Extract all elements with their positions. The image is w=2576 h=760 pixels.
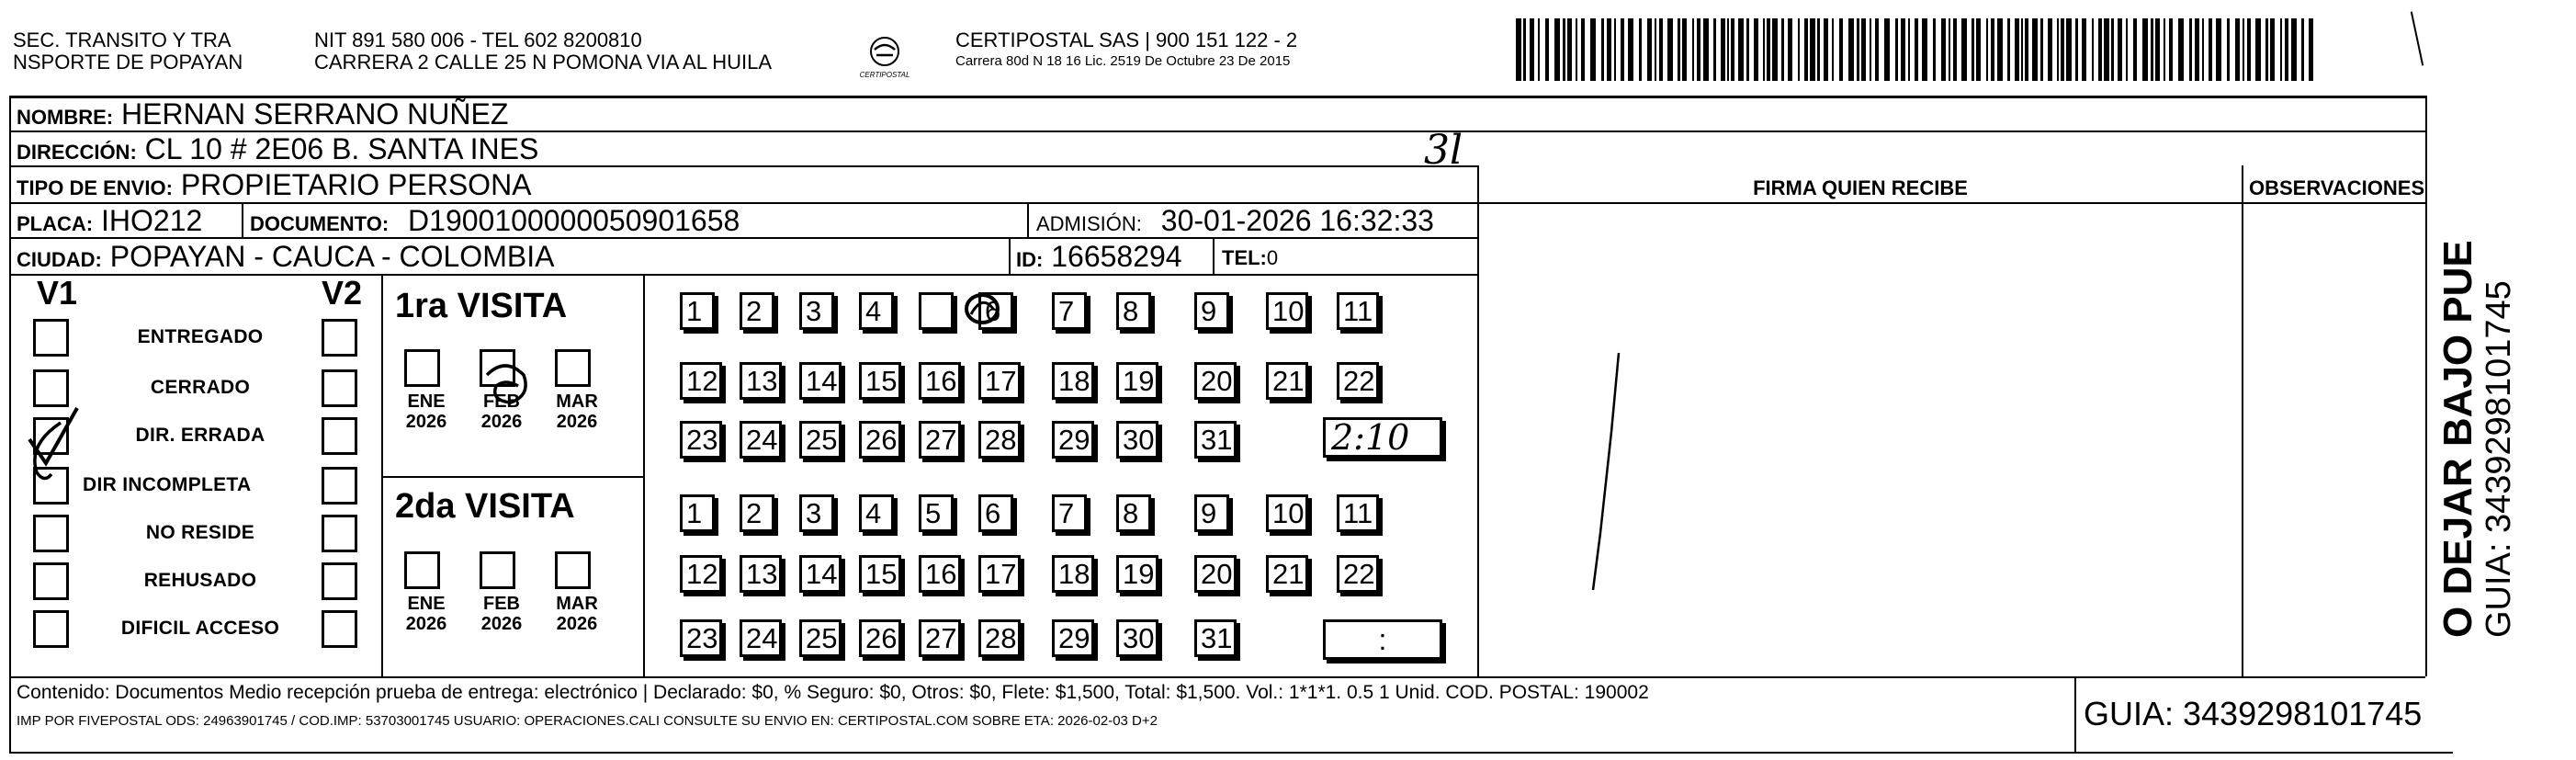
visit-2-day-box[interactable]: 19 <box>1116 555 1158 593</box>
visit-1-day-box[interactable]: 7 <box>1052 292 1087 330</box>
second-visit-title: 2da VISITA <box>395 487 575 526</box>
visit-1-day-box[interactable]: 10 <box>1266 292 1308 330</box>
visit-2-day-box[interactable]: 2 <box>740 494 774 532</box>
tel-cell <box>1222 242 1278 275</box>
visit-2-day-box[interactable]: 23 <box>680 619 722 657</box>
barcode-bar <box>1915 18 1918 81</box>
ciudad-cell <box>17 240 554 277</box>
visit-2-day-box[interactable]: 8 <box>1116 494 1151 532</box>
barcode-bar <box>1824 18 1828 81</box>
placa-label: PLACA: <box>17 212 94 235</box>
barcode-bar <box>1530 18 1534 81</box>
barcode-bar <box>1895 18 1898 81</box>
barcode-bar <box>1767 18 1770 81</box>
barcode-bar <box>1746 18 1749 81</box>
status-option-label: DIFICIL ACCESO <box>120 618 280 639</box>
direccion-value: CL 10 # 2E06 B. SANTA INES <box>144 132 539 165</box>
barcode-bar <box>1933 18 1936 81</box>
barcode-bar <box>1538 18 1540 81</box>
v2-label: V2 <box>322 274 363 312</box>
barcode-bar <box>1576 18 1577 81</box>
visit-2-day-box[interactable]: 24 <box>740 619 782 657</box>
visit-2-day-box[interactable]: 20 <box>1194 555 1237 593</box>
barcode-bar <box>1772 18 1778 81</box>
svg-text:CERTIPOSTAL: CERTIPOSTAL <box>859 71 910 79</box>
barcode-bar <box>1738 18 1744 81</box>
barcode-bar <box>1953 18 1957 81</box>
barcode-bar <box>1901 18 1905 81</box>
status-option-label: REHUSADO <box>143 570 257 591</box>
visit-month-label: ENE 2026 <box>405 594 447 634</box>
barcode-bar <box>2265 18 2268 81</box>
id-label: ID: <box>1016 248 1044 271</box>
barcode-bar <box>1655 18 1656 81</box>
barcode-bar <box>1839 18 1843 81</box>
v1-checkbox-0[interactable] <box>33 319 69 357</box>
visit-2-day-box[interactable]: 14 <box>799 555 842 593</box>
barcode-bar <box>1763 18 1765 81</box>
visit-1-day-box[interactable]: 26 <box>859 421 901 459</box>
visit-1-day-box[interactable]: 4 <box>859 292 894 330</box>
signature-stroke <box>1589 349 1626 597</box>
barcode-bar <box>2195 18 2199 81</box>
barcode-bar <box>1545 18 1549 81</box>
visit-2-month-checkbox[interactable] <box>555 551 591 589</box>
barcode-bar <box>1692 18 1694 81</box>
barcode-bar <box>2025 18 2028 81</box>
visit-2-day-box[interactable]: 25 <box>799 619 842 657</box>
barcode-bar <box>2169 18 2173 81</box>
visit-month-label: ENE 2026 <box>405 391 447 432</box>
barcode-bar <box>2189 18 2192 81</box>
visit-1-day-box[interactable]: 20 <box>1194 362 1237 400</box>
barcode-bar <box>1581 18 1585 81</box>
barcode-bar <box>2098 18 2102 81</box>
barcode-bar <box>1848 18 1854 81</box>
tel-value: 0 <box>1266 246 1279 269</box>
footer-print-line: IMP POR FIVEPOSTAL ODS: 24963901745 / COD.IMP: 53703001745 USUARIO: OPERACIONES.CALI CONSULTE SU ENVIO EN: CERTIPOSTAL.COM SOBRE ETA: 2026-02-03 D+2 <box>17 713 1158 729</box>
visit-2-day-box[interactable]: 4 <box>859 494 894 532</box>
nombre-row <box>17 97 508 134</box>
visit-1-day-box[interactable]: 28 <box>978 421 1021 459</box>
barcode-bar <box>1523 18 1526 81</box>
barcode-bar <box>1554 18 1560 81</box>
visit-1-day-box[interactable]: 25 <box>799 421 842 459</box>
status-option-label: NO RESIDE <box>145 522 255 543</box>
visit-1-day-box[interactable]: 31 <box>1194 421 1237 459</box>
visit-2-day-box[interactable]: 3 <box>799 494 834 532</box>
visit-1-day-box[interactable]: 6 <box>978 292 1013 330</box>
barcode-bar <box>1908 18 1910 81</box>
barcode-bar <box>1991 18 1994 81</box>
visit-1-day-box[interactable]: 23 <box>680 421 722 459</box>
barcode-bar <box>1721 18 1725 81</box>
admision-cell <box>1036 204 1434 241</box>
v1-checkbox-5[interactable] <box>33 562 69 600</box>
barcode-bar <box>2007 18 2010 81</box>
courier-info: CERTIPOSTAL SAS | 900 151 122 - 2 Carrera 80d N 18 16 Lic. 2519 De Octubre 23 De 2015 <box>955 28 1298 69</box>
visit-1-day-box[interactable]: 19 <box>1116 362 1158 400</box>
barcode-bar <box>2040 18 2043 81</box>
barcode-bar <box>2291 18 2297 81</box>
first-visit-time: 2:10 <box>1323 417 1442 458</box>
barcode-bar <box>2021 18 2023 81</box>
visit-2-day-box[interactable]: 27 <box>919 619 961 657</box>
barcode-bar <box>1713 18 1716 81</box>
visit-2-day-box[interactable]: 6 <box>978 494 1013 532</box>
barcode-bar <box>2104 18 2109 81</box>
v1-checkbox-6[interactable] <box>33 610 69 648</box>
barcode-bar <box>2178 18 2184 81</box>
barcode-bar <box>1817 18 1820 81</box>
visit-1-day-box[interactable]: 24 <box>740 421 782 459</box>
visit-1-day-box[interactable]: 17 <box>978 362 1021 400</box>
visit-2-day-box[interactable]: 21 <box>1266 555 1308 593</box>
barcode-bar <box>1621 18 1624 81</box>
barcode-bar <box>2280 18 2282 81</box>
visit-1-day-box[interactable]: 11 <box>1337 292 1379 330</box>
barcode-bar <box>1727 18 1729 81</box>
tipo-value: PROPIETARIO PERSONA <box>180 168 532 201</box>
barcode-bar <box>2255 18 2261 81</box>
status-option-label: DIR. ERRADA <box>135 425 266 446</box>
visit-2-day-box[interactable]: 16 <box>919 555 961 593</box>
placa-value: IHO212 <box>101 204 203 237</box>
barcode-bar <box>2015 18 2019 81</box>
visit-1-day-box[interactable]: 27 <box>919 421 961 459</box>
observaciones-header: OBSERVACIONES <box>2249 176 2425 199</box>
barcode-bar <box>1607 18 1611 81</box>
sender-name: SEC. TRANSITO Y TRA NSPORTE DE POPAYAN <box>13 28 243 74</box>
certipostal-logo-icon <box>843 33 926 81</box>
visit-month-label: FEB 2026 <box>480 391 523 432</box>
v2-checkbox-4[interactable] <box>322 515 357 552</box>
status-option-label: CERRADO <box>150 377 251 398</box>
status-option-label: DIR INCOMPLETA <box>83 474 252 495</box>
barcode-bar <box>1516 18 1521 81</box>
visit-1-month-checkbox[interactable] <box>404 349 440 387</box>
visit-month-label: MAR 2026 <box>556 594 598 634</box>
visit-2-day-box[interactable]: 15 <box>859 555 901 593</box>
visit-2-day-box[interactable]: 17 <box>978 555 1021 593</box>
barcode-icon <box>1516 18 2315 81</box>
barcode-bar <box>2057 18 2059 81</box>
barcode-bar <box>1659 18 1663 81</box>
tipo-row <box>17 168 532 205</box>
visit-1-day-box[interactable]: 14 <box>799 362 842 400</box>
sender-details: NIT 891 580 006 - TEL 602 8200810 CARRERA 2 CALLE 25 N POMONA VIA AL HUILA <box>314 28 773 74</box>
barcode-bar <box>1861 18 1866 81</box>
barcode-bar <box>1972 18 1974 81</box>
visit-2-day-box[interactable]: 29 <box>1052 619 1094 657</box>
barcode-bar <box>2247 18 2251 81</box>
barcode-bar <box>1857 18 1859 81</box>
documento-cell <box>250 204 740 241</box>
visit-1-day-box[interactable]: 15 <box>859 362 901 400</box>
second-visit-time[interactable]: : <box>1323 619 1442 660</box>
barcode-bar <box>2061 18 2064 81</box>
visit-1-day-box[interactable] <box>919 292 954 330</box>
barcode-bar <box>1781 18 1784 81</box>
visit-2-day-box[interactable]: 22 <box>1337 555 1379 593</box>
barcode-bar <box>2082 18 2086 81</box>
barcode-bar <box>1567 18 1572 81</box>
barcode-bar <box>2092 18 2094 81</box>
barcode-bar <box>2202 18 2204 81</box>
barcode-bar <box>1832 18 1834 81</box>
barcode-bar <box>2243 18 2244 81</box>
barcode-bar <box>2209 18 2212 81</box>
id-cell <box>1016 240 1182 277</box>
visit-1-day-box[interactable]: 29 <box>1052 421 1094 459</box>
barcode-bar <box>2164 18 2165 81</box>
visit-1-day-box[interactable]: 18 <box>1052 362 1094 400</box>
visit-2-month-checkbox[interactable] <box>480 551 515 589</box>
v2-checkbox-3[interactable] <box>322 467 357 505</box>
visit-2-day-box[interactable]: 10 <box>1266 494 1308 532</box>
handwritten-mark: 3l <box>1424 127 1463 174</box>
barcode-bar <box>1697 18 1700 81</box>
barcode-bar <box>1647 18 1652 81</box>
visit-1-day-box[interactable]: 30 <box>1116 421 1158 459</box>
barcode-bar <box>1628 18 1633 81</box>
barcode-bar <box>1639 18 1642 81</box>
side-warning: O DEJAR BAJO PUE GUIA: 3439298101745 <box>2435 240 2518 638</box>
footer-content-line: Contenido: Documentos Medio recepción prueba de entrega: electrónico | Declarado: $0, % Seguro: $0, Otros: $0, Flete: $1,500, Total: $1,500. Vol.: 1*1*1. 0.5 1 Unid. COD. POSTAL: 190002 <box>17 682 1649 703</box>
barcode-bar <box>1884 18 1890 81</box>
barcode-bar <box>1941 18 1946 81</box>
visit-2-day-box[interactable]: 7 <box>1052 494 1087 532</box>
barcode-bar <box>2032 18 2038 81</box>
barcode-bar <box>1731 18 1734 81</box>
visit-1-day-box[interactable]: 16 <box>919 362 961 400</box>
visit-1-day-box[interactable]: 13 <box>740 362 782 400</box>
visit-1-month-checkbox[interactable] <box>555 349 591 387</box>
nombre-value: HERNAN SERRANO NUÑEZ <box>121 97 509 130</box>
visit-1-day-box[interactable]: 21 <box>1266 362 1308 400</box>
barcode-bar <box>1804 18 1808 81</box>
barcode-bar <box>2285 18 2288 81</box>
v2-checkbox-2[interactable] <box>322 417 357 455</box>
barcode-bar <box>2048 18 2052 81</box>
v2-checkbox-0[interactable] <box>322 319 357 357</box>
id-value: 16658294 <box>1051 240 1182 273</box>
visit-1-day-box[interactable]: 12 <box>680 362 722 400</box>
barcode-bar <box>2151 18 2153 81</box>
visit-2-day-box[interactable]: 11 <box>1337 494 1379 532</box>
visit-1-day-box[interactable]: 3 <box>799 292 834 330</box>
barcode-bar <box>1563 18 1565 81</box>
barcode-bar <box>2118 18 2122 81</box>
barcode-bar <box>1798 18 1800 81</box>
ciudad-value: POPAYAN - CAUCA - COLOMBIA <box>109 240 555 273</box>
barcode-bar <box>1754 18 1758 81</box>
barcode-bar <box>1601 18 1604 81</box>
barcode <box>1516 18 2315 81</box>
barcode-bar <box>2270 18 2275 81</box>
visit-2-month-checkbox[interactable] <box>404 551 440 589</box>
barcode-bar <box>2227 18 2230 81</box>
tipo-label: TIPO DE ENVIO: <box>17 176 173 199</box>
barcode-bar <box>2216 18 2221 81</box>
visit-2-day-box[interactable]: 28 <box>978 619 1021 657</box>
visit-1-day-box[interactable]: 22 <box>1337 362 1379 400</box>
barcode-bar <box>2126 18 2128 81</box>
barcode-bar <box>2075 18 2078 81</box>
v1-checkbox-1[interactable] <box>33 369 69 407</box>
footer-guia: GUIA: 3439298101745 <box>2084 695 2423 732</box>
barcode-bar <box>2235 18 2240 81</box>
barcode-bar <box>2301 18 2304 81</box>
barcode-bar <box>2111 18 2114 81</box>
status-option-label: ENTREGADO <box>137 326 264 347</box>
visit-1-day-box[interactable]: 9 <box>1194 292 1229 330</box>
visit-2-day-box[interactable]: 5 <box>919 494 954 532</box>
barcode-bar <box>1810 18 1815 81</box>
visit-2-day-box[interactable]: 18 <box>1052 555 1094 593</box>
barcode-bar <box>1997 18 2003 81</box>
barcode-bar <box>2133 18 2137 81</box>
checkmark-icon <box>24 404 97 487</box>
barcode-bar <box>1961 18 1967 81</box>
visit-1-day-box[interactable]: 8 <box>1116 292 1151 330</box>
barcode-bar <box>1590 18 1596 81</box>
v1-label: V1 <box>37 274 78 312</box>
visit-2-day-box[interactable]: 1 <box>680 494 715 532</box>
visit-2-day-box[interactable]: 9 <box>1194 494 1229 532</box>
v2-checkbox-1[interactable] <box>322 369 357 407</box>
visit-1-day-box[interactable]: 1 <box>680 292 715 330</box>
barcode-bar <box>1667 18 1673 81</box>
barcode-bar <box>2142 18 2148 81</box>
v2-checkbox-5[interactable] <box>322 562 357 600</box>
visit-2-day-box[interactable]: 13 <box>740 555 782 593</box>
admision-label: ADMISIÓN: <box>1036 212 1142 235</box>
v2-checkbox-6[interactable] <box>322 610 357 648</box>
barcode-bar <box>1870 18 1871 81</box>
barcode-bar <box>1682 18 1687 81</box>
documento-value: D1900100000050901658 <box>408 204 740 237</box>
barcode-bar <box>1875 18 1879 81</box>
visit-2-day-box[interactable]: 31 <box>1194 619 1237 657</box>
feb-circle-mark <box>478 358 542 414</box>
barcode-bar <box>1678 18 1680 81</box>
visit-2-day-box[interactable]: 30 <box>1116 619 1158 657</box>
barcode-bar <box>1922 18 1927 81</box>
ciudad-label: CIUDAD: <box>17 248 102 271</box>
documento-label: DOCUMENTO: <box>250 212 390 235</box>
firma-header: FIRMA QUIEN RECIBE <box>1753 176 1968 199</box>
barcode-bar <box>2066 18 2072 81</box>
first-visit-title: 1ra VISITA <box>395 287 568 325</box>
nombre-label: NOMBRE: <box>17 106 114 129</box>
barcode-bar <box>1976 18 1981 81</box>
barcode-bar <box>1788 18 1792 81</box>
admision-value: 30-01-2026 16:32:33 <box>1160 204 1434 237</box>
visit-2-day-box[interactable]: 12 <box>680 555 722 593</box>
barcode-bar <box>1614 18 1616 81</box>
barcode-bar <box>1986 18 1988 81</box>
visit-1-day-box[interactable]: 2 <box>740 292 774 330</box>
placa-cell <box>17 204 202 241</box>
visit-2-day-box[interactable]: 26 <box>859 619 901 657</box>
barcode-bar <box>1703 18 1709 81</box>
barcode-bar <box>2155 18 2160 81</box>
day-5-circle-mark <box>960 287 1004 331</box>
tel-label: TEL: <box>1222 246 1267 269</box>
direccion-row <box>17 132 538 169</box>
courier-logo <box>843 33 926 81</box>
v1-checkbox-4[interactable] <box>33 515 69 552</box>
visit-month-label: MAR 2026 <box>556 391 598 432</box>
barcode-bar <box>2309 18 2313 81</box>
visit-month-label: FEB 2026 <box>480 594 523 634</box>
barcode-bar <box>1949 18 1950 81</box>
direccion-label: DIRECCIÓN: <box>17 141 137 164</box>
